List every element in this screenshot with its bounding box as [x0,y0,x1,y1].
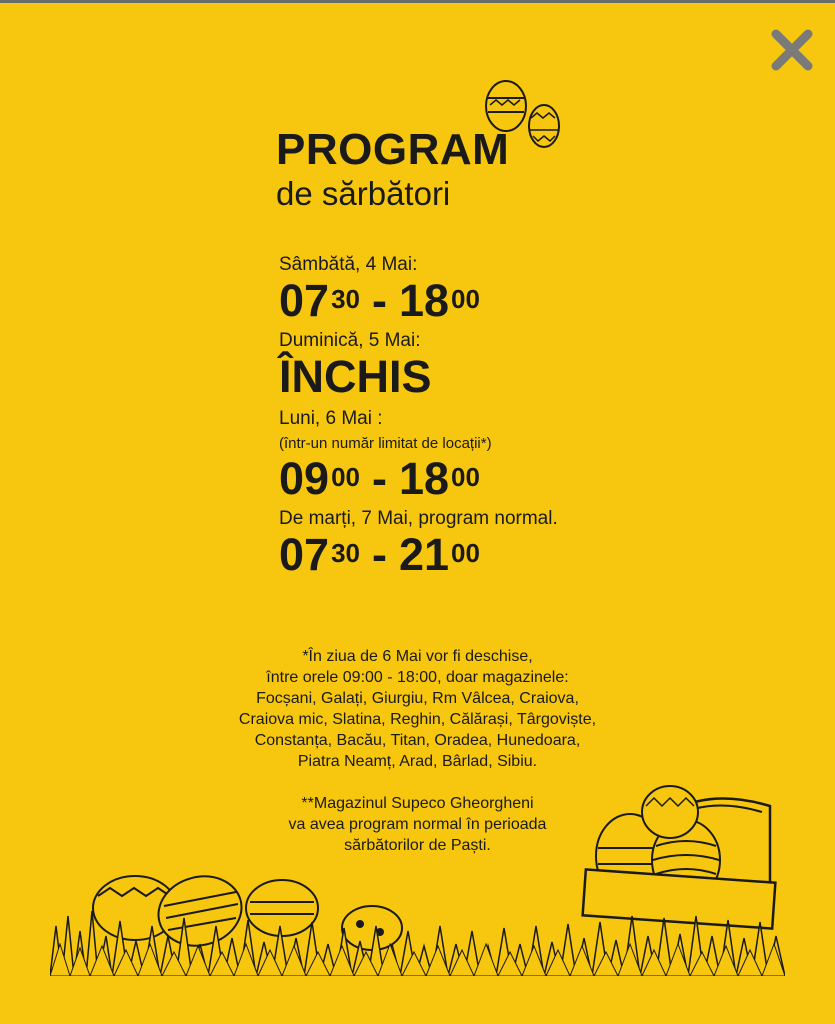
footnote-line: **Magazinul Supeco Gheorgheni [301,795,534,812]
footnote-line: Craiova mic, Slatina, Reghin, Călărași, Târgoviște, [238,711,597,728]
footnote-line: Constanța, Bacău, Titan, Oradea, Hunedoara, [254,732,581,749]
tuesday-label: De marți, 7 Mai, program normal. [279,508,558,529]
dash: - [371,453,387,504]
dash: - [371,529,387,580]
sunday-label: Duminică, 5 Mai: [279,330,421,351]
open-hour: 07 [279,529,330,580]
footnote-line: Piatra Neamț, Arad, Bârlad, Sibiu. [297,753,538,770]
tuesday-hours [279,529,558,580]
open-minute: 30 [331,538,360,568]
close-hour: 21 [398,529,450,580]
open-hour: 07 [279,275,330,326]
footnote-line: sărbătorilor de Paști. [344,837,491,854]
footnote-line: *În ziua de 6 Mai vor fi deschise, [302,648,533,665]
saturday-hours [279,275,558,326]
close-minute: 00 [451,538,480,568]
dash: - [371,275,387,326]
close-button[interactable] [766,24,818,76]
page-subtitle: de sărbători [276,175,451,212]
saturday-label: Sâmbătă, 4 Mai: [279,254,418,275]
close-hour: 18 [398,275,450,326]
header [276,125,510,212]
footnote-line: între orele 09:00 - 18:00, doar magazinele: [266,669,569,686]
spacer [0,772,835,793]
footnote-line: va avea program normal în perioada [288,816,547,833]
sunday-status: ÎNCHIS [279,351,432,402]
close-icon [766,24,818,76]
monday-note: (într-un număr limitat de locații*) [279,435,492,452]
footnote-line: Focșani, Galați, Giurgiu, Rm Vâlcea, Craiova, [256,690,579,707]
schedule [279,254,558,584]
open-minute: 30 [331,284,360,314]
open-hour: 09 [279,453,330,504]
monday-hours [279,453,558,504]
close-minute: 00 [451,462,480,492]
close-minute: 00 [451,284,480,314]
close-hour: 18 [398,453,450,504]
footnotes [0,646,835,856]
top-border [0,0,835,3]
page-title: PROGRAM [276,125,510,174]
monday-label: Luni, 6 Mai : [279,408,383,429]
open-minute: 00 [331,462,360,492]
